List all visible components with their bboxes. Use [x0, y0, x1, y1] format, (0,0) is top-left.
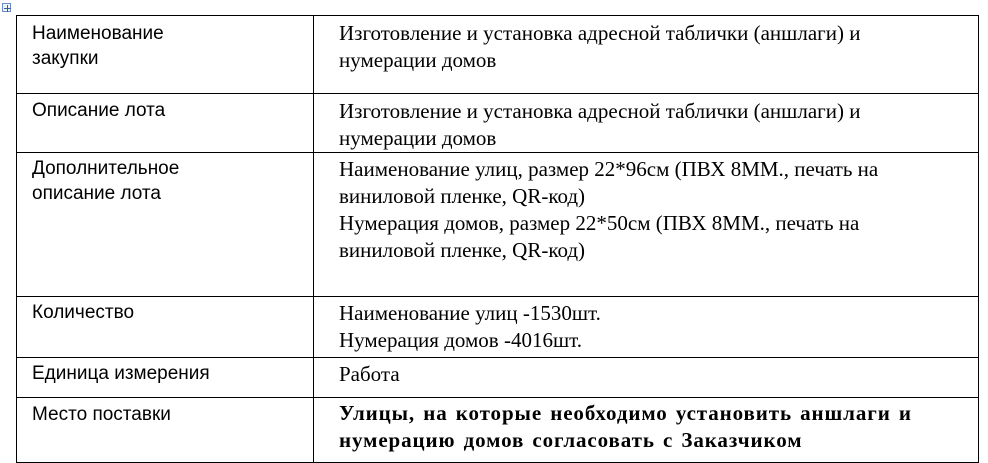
label-line: Количество	[32, 302, 135, 323]
table-row-additional-description	[17, 153, 979, 297]
value-line: Нумерация домов -4016шт.	[339, 328, 582, 352]
value-line: виниловой пленке, QR-код)	[339, 238, 586, 262]
value-line: Работа	[339, 362, 400, 386]
label-cell[interactable]	[17, 297, 314, 358]
label-line: Описание лота	[32, 100, 166, 121]
value-line: Наименование улиц -1530шт.	[339, 301, 601, 325]
value-line: Наименование улиц, размер 22*96см (ПВХ 8ММ., печать на	[339, 157, 879, 181]
table-row-delivery-place	[17, 398, 979, 463]
value-line: виниловой пленке, QR-код)	[339, 184, 586, 208]
value-line: Изготовление и установка адресной таблички (аншлаги) и	[339, 21, 861, 45]
value-line: нумерацию домов согласовать с Заказчиком	[339, 428, 803, 452]
label-line: Место поставки	[32, 404, 171, 425]
value-cell[interactable]	[314, 94, 979, 153]
table-row-quantity	[17, 297, 979, 358]
label-line: Единица измерения	[32, 363, 210, 384]
table-row-procurement-name	[17, 16, 979, 94]
table-move-handle-icon[interactable]	[2, 3, 11, 12]
value-line: нумерации домов	[339, 126, 497, 150]
label-cell[interactable]	[17, 94, 314, 153]
value-line: Изготовление и установка адресной таблички (аншлаги) и	[339, 99, 861, 123]
value-cell[interactable]	[314, 16, 979, 94]
label-line: описание лота	[32, 183, 161, 204]
label-line: Наименование	[32, 23, 164, 44]
label-line: закупки	[32, 48, 99, 69]
procurement-spec-table	[16, 15, 979, 463]
value-line: Нумерация домов, размер 22*50см (ПВХ 8ММ., печать на	[339, 211, 860, 235]
label-cell[interactable]	[17, 16, 314, 94]
value-cell[interactable]	[314, 358, 979, 398]
value-cell[interactable]	[314, 297, 979, 358]
value-cell[interactable]	[314, 398, 979, 463]
table-row-lot-description	[17, 94, 979, 153]
value-line: нумерации домов	[339, 48, 497, 72]
label-cell[interactable]	[17, 398, 314, 463]
value-cell[interactable]	[314, 153, 979, 297]
label-cell[interactable]	[17, 153, 314, 297]
table-row-unit	[17, 358, 979, 398]
label-line: Дополнительное	[32, 158, 180, 179]
label-cell[interactable]	[17, 358, 314, 398]
value-line: Улицы, на которые необходимо установить аншлаги и	[339, 401, 912, 425]
